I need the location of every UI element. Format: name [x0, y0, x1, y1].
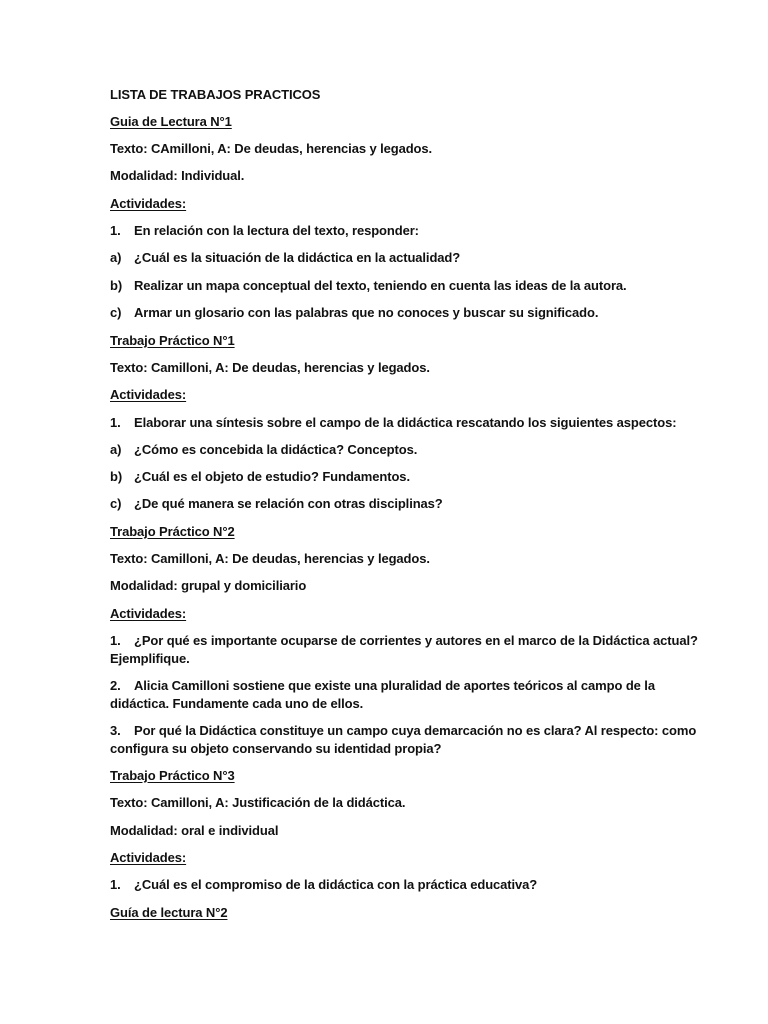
section-heading-tp-3: Trabajo Práctico N°3: [110, 768, 235, 783]
tp-2-item: [110, 677, 700, 713]
tp-2-actividades-heading: Actividades:: [110, 606, 187, 621]
item-text: ¿Cuál es el objeto de estudio? Fundamentos.: [134, 469, 410, 484]
item-marker: c): [110, 496, 122, 511]
item-text: Alicia Camilloni sostiene que existe una pluralidad de aportes teóricos al campo de la didáctica. Fundamente cada uno de ellos.: [110, 678, 655, 711]
tp-3-actividades-heading: Actividades:: [110, 850, 187, 865]
guia-1-item: [110, 222, 700, 240]
item-text: ¿Cómo es concebida la didáctica? Conceptos.: [134, 442, 418, 457]
item-marker: a): [110, 442, 122, 457]
item-marker: b): [110, 278, 123, 293]
item-text: ¿De qué manera se relación con otras disciplinas?: [134, 496, 443, 511]
item-marker: b): [110, 469, 123, 484]
tp-2-modalidad: Modalidad: grupal y domiciliario: [110, 578, 307, 593]
tp-1-texto: Texto: Camilloni, A: De deudas, herencias y legados.: [110, 360, 430, 375]
guia-1-actividades-heading: Actividades:: [110, 196, 187, 211]
guia-1-item: [110, 277, 700, 295]
guia-1-item: [110, 249, 700, 267]
item-text: ¿Cuál es el compromiso de la didáctica con la práctica educativa?: [134, 877, 538, 892]
tp-1-actividades-heading: Actividades:: [110, 387, 187, 402]
item-marker: 3.: [110, 723, 121, 738]
item-marker: c): [110, 305, 122, 320]
tp-3-modalidad: Modalidad: oral e individual: [110, 823, 279, 838]
section-heading-guia-1: Guia de Lectura N°1: [110, 114, 232, 129]
tp-1-item: [110, 468, 700, 486]
item-marker: 2.: [110, 678, 121, 693]
guia-1-modalidad: Modalidad: Individual.: [110, 168, 245, 183]
document-title: LISTA DE TRABAJOS PRACTICOS: [110, 87, 321, 102]
tp-1-item: [110, 495, 700, 513]
item-text: ¿Por qué es importante ocuparse de corrientes y autores en el marco de la Didáctica actual? Ejemplifique.: [110, 633, 698, 666]
item-marker: 1.: [110, 877, 121, 892]
section-heading-guia-2: Guía de lectura N°2: [110, 905, 228, 920]
tp-1-item: [110, 414, 700, 432]
item-marker: a): [110, 250, 122, 265]
item-text: Realizar un mapa conceptual del texto, teniendo en cuenta las ideas de la autora.: [134, 278, 627, 293]
item-marker: 1.: [110, 223, 121, 238]
item-marker: 1.: [110, 415, 121, 430]
tp-3-item: [110, 876, 700, 894]
section-heading-tp-1: Trabajo Práctico N°1: [110, 333, 235, 348]
item-text: Elaborar una síntesis sobre el campo de la didáctica rescatando los siguientes aspectos:: [134, 415, 677, 430]
item-text: Armar un glosario con las palabras que no conoces y buscar su significado.: [134, 305, 599, 320]
item-text: Por qué la Didáctica constituye un campo cuya demarcación no es clara? Al respecto: como configura su objeto conservando su identidad propia?: [110, 723, 697, 756]
tp-3-texto: Texto: Camilloni, A: Justificación de la didáctica.: [110, 795, 406, 810]
item-text: En relación con la lectura del texto, responder:: [134, 223, 419, 238]
tp-2-item: [110, 632, 700, 668]
tp-2-texto: Texto: Camilloni, A: De deudas, herencias y legados.: [110, 551, 430, 566]
guia-1-item: [110, 304, 700, 322]
guia-1-texto: Texto: CAmilloni, A: De deudas, herencias y legados.: [110, 141, 433, 156]
item-text: ¿Cuál es la situación de la didáctica en la actualidad?: [134, 250, 461, 265]
tp-2-item: [110, 722, 700, 758]
tp-1-item: [110, 441, 700, 459]
item-marker: 1.: [110, 633, 121, 648]
section-heading-tp-2: Trabajo Práctico N°2: [110, 524, 235, 539]
